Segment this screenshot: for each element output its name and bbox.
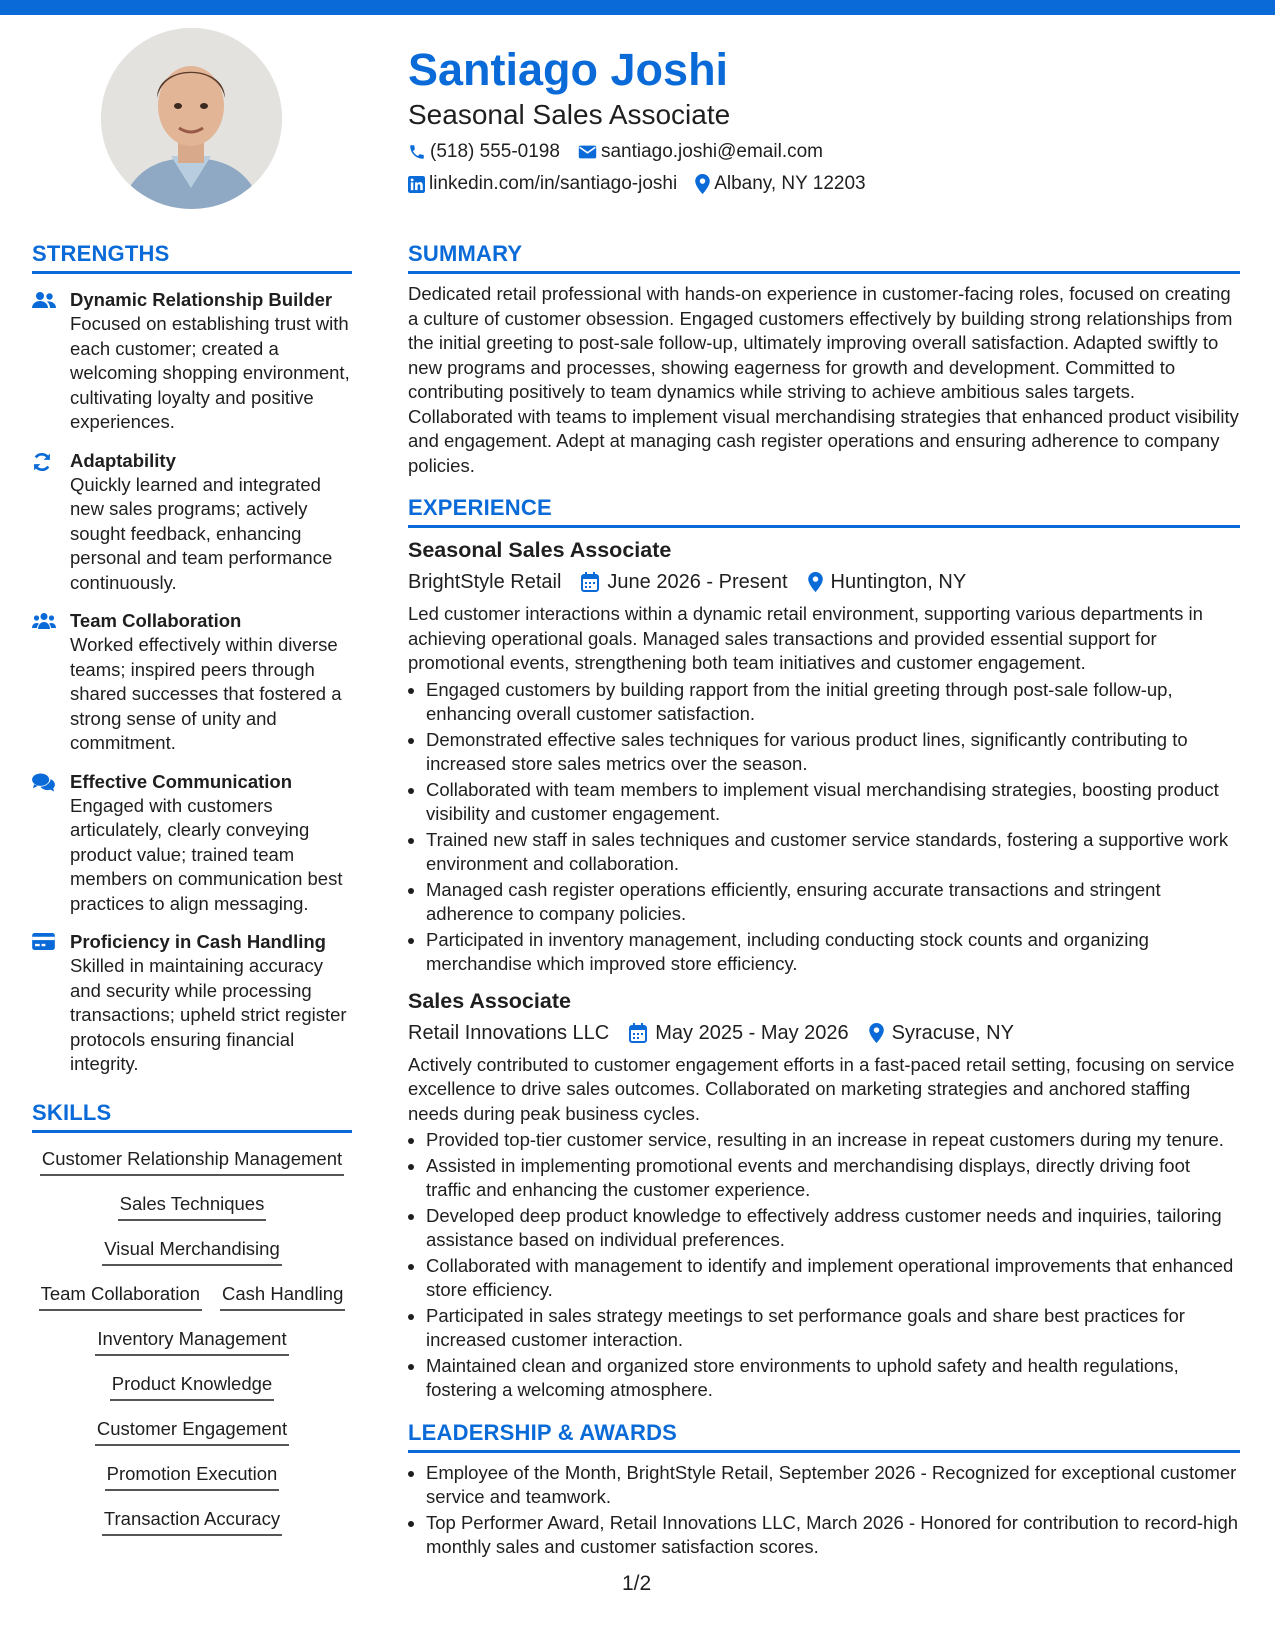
contact-phone[interactable] [408, 140, 560, 164]
job-summary: Actively contributed to customer engagement efforts in a fast-paced retail setting, focusing on service excellence to drive sales outcomes. Collaborated on marketing strategies and anchored staffing needs during peak business cycles. [408, 1053, 1235, 1124]
envelope-icon [578, 144, 597, 160]
experience-heading: EXPERIENCE [408, 494, 1240, 528]
calendar-icon [629, 1023, 647, 1043]
contact-linkedin[interactable] [408, 172, 677, 196]
job-bullet: • Provided top-tier customer service, resulting in an increase in repeat customers during my tenure. [426, 1128, 1240, 1153]
strength-item [32, 609, 352, 756]
chat-icon [32, 773, 55, 792]
contact-location [695, 172, 865, 196]
strength-item [32, 288, 352, 435]
job-bullet: • Demonstrated effective sales techniques for various product lines, significantly contributing to increased store sales metrics over the season. [426, 728, 1240, 777]
email-text: santiago.joshi@email.com [600, 141, 823, 162]
job-dates-text: May 2025 - May 2026 [655, 1021, 849, 1044]
skill-tag: Transaction Accuracy [102, 1507, 282, 1536]
map-pin-icon [695, 174, 710, 194]
job-bullet: • Participated in inventory management, including conducting stock counts and organizing merchandise which improved store efficiency. [426, 928, 1240, 977]
page-number: 1/2 [622, 1572, 652, 1595]
strength-name: Adaptability [70, 449, 176, 471]
awards-list [408, 1461, 1240, 1560]
job-company: Retail Innovations LLC [408, 1021, 610, 1044]
job-location [869, 1019, 1014, 1047]
contact-row-2 [408, 172, 1248, 196]
skill-tag: Inventory Management [95, 1327, 288, 1356]
map-pin-icon [808, 572, 823, 592]
profile-photo [101, 28, 282, 209]
skill-tag: Visual Merchandising [102, 1237, 282, 1266]
credit-card-icon [32, 933, 55, 950]
right-column [408, 240, 1240, 1560]
contact-row-1 [408, 140, 1248, 164]
job-bullet: • Collaborated with team members to implement visual merchandising strategies, boosting product visibility and customer engagement. [426, 778, 1240, 827]
strength-name: Proficiency in Cash Handling [70, 931, 326, 952]
phone-text: (518) 555-0198 [430, 141, 560, 162]
strength-desc: Focused on establishing trust with each customer; created a welcoming shopping environment, cultivating loyalty and positive experiences. [70, 313, 350, 432]
job-dates [629, 1019, 848, 1047]
job-dates-text: June 2026 - Present [607, 571, 788, 593]
job-location-text: Syracuse, NY [891, 1021, 1014, 1044]
strength-item [32, 449, 352, 596]
strength-name: Team Collaboration [70, 610, 242, 631]
skill-tag: Product Knowledge [110, 1372, 274, 1401]
job-bullet: • Trained new staff in sales techniques and customer service standards, fostering a supportive work environment and collaboration. [426, 828, 1240, 877]
candidate-name: Santiago Joshi [408, 44, 729, 95]
job-meta [408, 568, 1240, 596]
skills-heading: SKILLS [32, 1099, 352, 1133]
award-item: • Top Performer Award, Retail Innovations LLC, March 2026 - Honored for contribution to record-high monthly sales and customer satisfaction scores. [426, 1511, 1240, 1560]
job-location [808, 568, 967, 596]
phone-icon [408, 143, 426, 161]
top-accent-bar [0, 0, 1275, 15]
strength-desc: Engaged with customers articulately, clearly conveying product value; trained team members on communication best practices to align messaging. [70, 794, 343, 914]
job-dates [581, 568, 787, 596]
skills-list [32, 1147, 352, 1552]
calendar-icon [581, 572, 599, 592]
job-bullet: • Developed deep product knowledge to effectively address customer needs and inquiries, tailoring assistance based on individual preferences. [426, 1204, 1240, 1253]
job-title: Sales Associate [408, 988, 571, 1013]
job-bullet: • Managed cash register operations efficiently, ensuring accurate transactions and stringent adherence to company policies. [426, 878, 1240, 927]
skill-tag: Promotion Execution [105, 1462, 280, 1491]
job-title: Seasonal Sales Associate [408, 538, 672, 562]
strength-name: Dynamic Relationship Builder [70, 289, 333, 310]
summary-text: Dedicated retail professional with hands-on experience in customer-facing roles, focused on creating a culture of customer obsession. Engaged customers effectively by building strong relationships from the initial greeting to post-sale follow-up, ultimately improving overall satisfaction. Adapted swiftly to new programs and processes, showing eagerness for growth and development. Committed to contributing positively to team dynamics while striving to achieve ambitious sales targets. Collaborated with teams to implement visual merchandising strategies that enhanced product visibility and engagement. Adept at managing cash register operations and ensuring adherence to company policies. [408, 283, 1239, 476]
strength-name: Effective Communication [70, 770, 293, 792]
job-entry [408, 536, 1240, 977]
summary-heading: SUMMARY [408, 240, 1240, 274]
job-bullet: • Assisted in implementing promotional events and merchandising displays, directly driving foot traffic and enhancing the customer experience. [426, 1154, 1240, 1203]
job-company: BrightStyle Retail [408, 571, 562, 593]
skill-tag: Customer Relationship Management [40, 1147, 344, 1176]
job-bullet: • Maintained clean and organized store environments to uphold safety and health regulations, fostering a welcoming atmosphere. [426, 1354, 1240, 1403]
skill-tag: Sales Techniques [118, 1192, 267, 1221]
resume-header [408, 42, 1248, 196]
strength-item [32, 930, 352, 1077]
award-item: • Employee of the Month, BrightStyle Retail, September 2026 - Recognized for exceptional customer service and teamwork. [426, 1461, 1240, 1510]
strength-desc: Worked effectively within diverse teams; inspired peers through shared successes that fostered a strong sense of unity and commitment. [70, 634, 342, 753]
users-icon [32, 291, 56, 309]
job-bullet: • Collaborated with management to identify and implement operational improvements that enhanced store efficiency. [426, 1254, 1240, 1303]
job-bullet: • Engaged customers by building rapport from the initial greeting through post-sale follow-up, enhancing overall customer satisfaction. [426, 678, 1240, 727]
job-meta [408, 1019, 1240, 1047]
job-entry [408, 987, 1240, 1403]
group-icon [32, 612, 56, 630]
candidate-title: Seasonal Sales Associate [408, 99, 731, 130]
job-bullets [408, 678, 1240, 977]
skill-tag: Cash Handling [220, 1282, 345, 1311]
strength-item [32, 770, 352, 917]
linkedin-text: linkedin.com/in/santiago-joshi [429, 173, 678, 194]
strength-desc: Quickly learned and integrated new sales programs; actively sought feedback, enhancing personal and team performance continuously. [70, 473, 333, 593]
left-column [32, 240, 352, 1552]
skill-tag: Customer Engagement [95, 1417, 289, 1446]
linkedin-icon [408, 176, 425, 193]
job-summary: Led customer interactions within a dynamic retail environment, supporting various departments in achieving operational goals. Managed sales transactions and provided essential support for promotional events, strengthening both team initiatives and customer engagement. [408, 603, 1203, 673]
skill-tag: Team Collaboration [39, 1282, 202, 1311]
strength-desc: Skilled in maintaining accuracy and security while processing transactions; upheld strict register protocols ensuring financial integrity. [70, 955, 347, 1074]
contact-email[interactable] [578, 140, 823, 164]
location-text: Albany, NY 12203 [714, 173, 866, 194]
job-bullet: • Participated in sales strategy meetings to set performance goals and share best practices for increased customer interaction. [426, 1304, 1240, 1353]
strengths-heading: STRENGTHS [32, 240, 352, 274]
awards-heading: LEADERSHIP & AWARDS [408, 1419, 1240, 1453]
job-location-text: Huntington, NY [830, 571, 967, 593]
job-bullets [408, 1128, 1240, 1403]
refresh-icon [32, 452, 52, 472]
map-pin-icon [869, 1023, 884, 1043]
